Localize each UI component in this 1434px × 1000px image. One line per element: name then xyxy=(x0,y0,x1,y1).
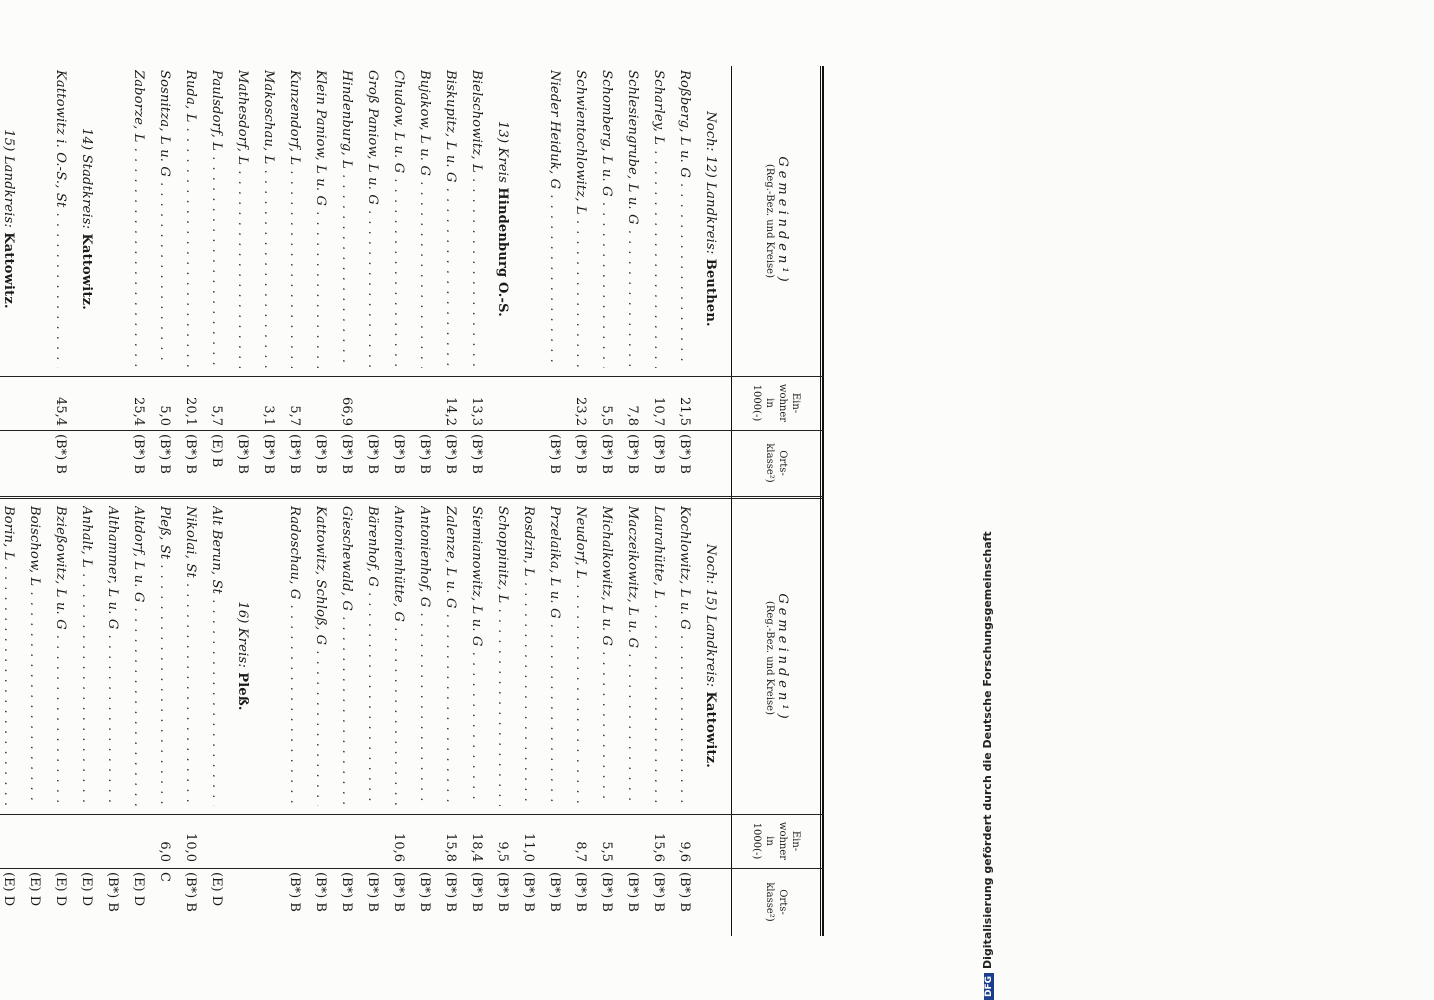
district-name: Beuthen. xyxy=(703,258,719,327)
population-value: 9,6 xyxy=(677,841,693,862)
location-class: (B*) B xyxy=(651,434,667,474)
spacer-row xyxy=(516,70,542,496)
table-row xyxy=(360,70,386,496)
district-heading xyxy=(698,70,724,496)
table-row xyxy=(256,70,282,496)
municipality-name: Bzießowitz, L u. G . . . xyxy=(54,506,69,806)
table-row xyxy=(308,70,334,496)
table-top-rule xyxy=(822,66,824,936)
population-value: 18,4 xyxy=(469,833,485,862)
table-row xyxy=(48,70,74,496)
district-name: Kattowitz. xyxy=(79,233,95,310)
location-class: (B*) B xyxy=(365,872,381,912)
district-title xyxy=(704,70,719,368)
header-rule xyxy=(731,66,732,936)
population-value: 14,2 xyxy=(443,397,459,426)
table-row xyxy=(178,506,204,936)
population-value: 15,8 xyxy=(443,833,459,862)
table-row xyxy=(412,70,438,496)
location-class: (B*) B xyxy=(235,434,251,474)
dfg-logo: DFG xyxy=(984,973,994,1000)
location-class: (B*) B xyxy=(287,872,303,912)
table-row xyxy=(334,506,360,936)
location-class: (E) D xyxy=(131,872,147,907)
location-class: (B*) B xyxy=(131,434,147,474)
municipality-name: Ruda, L . . . xyxy=(184,70,199,368)
municipality-name: Pleß, St . . . xyxy=(158,506,173,806)
center-divider xyxy=(0,496,824,499)
district-label: Noch: 15) Landkreis: xyxy=(703,544,719,692)
municipality-name: Siemianowitz, L u. G . . . xyxy=(470,506,485,806)
location-class: (E) D xyxy=(79,872,95,907)
population-value: 3,1 xyxy=(261,405,277,426)
district-label: 13) Kreis xyxy=(495,121,511,188)
location-class: (B*) B xyxy=(625,872,641,912)
table-row xyxy=(126,70,152,496)
municipality-name: Kunzendorf, L . . . xyxy=(288,70,303,368)
district-title xyxy=(2,70,17,368)
municipality-name: Schwientochlowitz, L . . . xyxy=(574,70,589,368)
table-row xyxy=(490,506,516,936)
header-gemeinden-right: Gemeinden¹) (Reg.-Bez. und Kreise) xyxy=(764,593,790,723)
municipality-name: Przelaika, L u. G . . . xyxy=(548,506,563,806)
municipality-name: Zaborze, L . . . xyxy=(132,70,147,368)
table-row xyxy=(516,506,542,936)
municipality-name: Groß Paniow, L u. G . . . xyxy=(366,70,381,368)
left-column-rows xyxy=(0,70,724,496)
municipality-name: Laurahütte, L . . . xyxy=(652,506,667,806)
location-class: (B*) B xyxy=(417,434,433,474)
location-class: (E) D xyxy=(53,872,69,907)
table-row xyxy=(152,506,178,936)
municipality-name: Maczeikowitz, L u. G . . . xyxy=(626,506,641,806)
location-class: (B*) B xyxy=(599,872,615,912)
location-class: (E) B xyxy=(209,434,225,468)
population-value: 5,5 xyxy=(599,841,615,862)
municipality-name: Michalkowitz, L u. G . . . xyxy=(600,506,615,806)
location-class: (B*) B xyxy=(495,872,511,912)
municipality-table xyxy=(0,66,824,936)
table-row xyxy=(48,506,74,936)
municipality-name: Neudorf, L . . . xyxy=(574,506,589,806)
location-class: (B*) B xyxy=(261,434,277,474)
header-einwohner-right: Ein- wohner in 1000(-) xyxy=(751,821,801,861)
location-class: (B*) B xyxy=(365,434,381,474)
location-class: (B*) B xyxy=(547,872,563,912)
municipality-name: Altdorf, L u. G . . . xyxy=(132,506,147,806)
location-class: (B*) B xyxy=(547,434,563,474)
table-row xyxy=(620,70,646,496)
municipality-name: Bärenhof, G . . . xyxy=(366,506,381,806)
district-name: Kattowitz. xyxy=(703,691,719,768)
district-label: 15) Landkreis: xyxy=(1,129,17,233)
location-class: (B*) B xyxy=(391,434,407,474)
municipality-name: Mathesdorf, L . . . xyxy=(236,70,251,368)
municipality-name: Makoschau, L . . . xyxy=(262,70,277,368)
digitization-credit xyxy=(981,531,994,1000)
table-row xyxy=(74,506,100,936)
population-value: 25,4 xyxy=(131,397,147,426)
table-row xyxy=(438,506,464,936)
table-row xyxy=(464,70,490,496)
municipality-name: Boischow, L . . . xyxy=(28,506,43,806)
table-row xyxy=(126,506,152,936)
location-class: (B*) B xyxy=(313,434,329,474)
location-class: C xyxy=(157,872,173,882)
location-class: (B*) B xyxy=(183,434,199,474)
municipality-name: Sosnitza, L u. G . . . xyxy=(158,70,173,368)
table-row xyxy=(282,70,308,496)
location-class: (B*) B xyxy=(573,434,589,474)
location-class: (B*) B xyxy=(417,872,433,912)
table-row xyxy=(568,506,594,936)
table-row xyxy=(412,506,438,936)
table-row xyxy=(386,70,412,496)
location-class: (E) D xyxy=(27,872,43,907)
table-row xyxy=(646,70,672,496)
district-label: Noch: 12) Landkreis: xyxy=(703,111,719,259)
population-value: 5,7 xyxy=(287,405,303,426)
population-value: 10,7 xyxy=(651,397,667,426)
table-row xyxy=(178,70,204,496)
municipality-name: Nieder Heiduk, G . . . xyxy=(548,70,563,368)
location-class: (B*) B xyxy=(339,434,355,474)
municipality-name: Zalenze, L u. G . . . xyxy=(444,506,459,806)
location-class: (E) D xyxy=(209,872,225,907)
population-value: 8,7 xyxy=(573,841,589,862)
table-row xyxy=(204,70,230,496)
municipality-name: Schlesiengrube, L u. G . . . xyxy=(626,70,641,368)
table-row xyxy=(230,70,256,496)
municipality-name: Borin, L . . . xyxy=(2,506,17,806)
header-ortsklasse-right: Orts- klasse²) xyxy=(764,882,788,922)
district-heading xyxy=(230,506,256,936)
district-heading xyxy=(0,70,22,496)
spacer-row xyxy=(256,506,282,936)
population-value: 23,2 xyxy=(573,397,589,426)
location-class: (B*) B xyxy=(287,434,303,474)
location-class: (B*) B xyxy=(469,872,485,912)
district-heading xyxy=(490,70,516,496)
header-einwohner-left: Ein- wohner in 1000(-) xyxy=(751,383,801,423)
right-column-rows xyxy=(0,506,724,936)
population-value: 7,8 xyxy=(625,405,641,426)
district-title xyxy=(496,70,511,368)
population-value: 13,3 xyxy=(469,397,485,426)
population-value: 66,9 xyxy=(339,397,355,426)
table-row xyxy=(204,506,230,936)
table-row xyxy=(100,506,126,936)
district-label: 14) Stadtkreis: xyxy=(79,128,95,234)
table-row xyxy=(620,506,646,936)
location-class: (B*) B xyxy=(313,872,329,912)
location-class: (B*) B xyxy=(53,434,69,474)
municipality-name: Kochlowitz, L u. G . . . xyxy=(678,506,693,806)
population-value: 5,5 xyxy=(599,405,615,426)
table-row xyxy=(464,506,490,936)
location-class: (B*) B xyxy=(443,434,459,474)
table-row xyxy=(282,506,308,936)
location-class: (B*) B xyxy=(599,434,615,474)
municipality-name: Kattowitz, Schloß, G . . . xyxy=(314,506,329,806)
location-class: (B*) B xyxy=(651,872,667,912)
municipality-name: Rosdzin, L . . . xyxy=(522,506,537,806)
location-class: (B*) B xyxy=(391,872,407,912)
population-value: 20,1 xyxy=(183,397,199,426)
municipality-name: Nikolai, St . . . xyxy=(184,506,199,806)
header-gemeinden-left: Gemeinden¹) (Reg.-Bez. und Kreise) xyxy=(764,156,790,286)
table-row xyxy=(152,70,178,496)
municipality-name: Schoppinitz, L . . . xyxy=(496,506,511,806)
population-value: 45,4 xyxy=(53,397,69,426)
population-value: 21,5 xyxy=(677,397,693,426)
table-row xyxy=(334,70,360,496)
location-class: (B*) B xyxy=(157,434,173,474)
table-row xyxy=(594,70,620,496)
municipality-name: Paulsdorf, L . . . xyxy=(210,70,225,368)
municipality-name: Klein Paniow, L u. G . . . xyxy=(314,70,329,368)
population-value: 5,7 xyxy=(209,405,225,426)
population-value: 10,0 xyxy=(183,833,199,862)
district-name: Hindenburg O.-S. xyxy=(495,187,511,317)
population-value: 5,0 xyxy=(157,405,173,426)
population-value: 15,6 xyxy=(651,833,667,862)
location-class: (B*) B xyxy=(521,872,537,912)
district-title xyxy=(704,506,719,806)
table-row xyxy=(542,70,568,496)
municipality-name: Roßberg, L u. G . . . xyxy=(678,70,693,368)
table-row xyxy=(438,70,464,496)
location-class: (B*) B xyxy=(183,872,199,912)
table-row xyxy=(672,70,698,496)
municipality-name: Althammer, L u. G . . . xyxy=(106,506,121,806)
municipality-name: Kattowitz i. O.-S., St . . . xyxy=(54,70,69,368)
table-top-rule-thin xyxy=(820,66,821,936)
location-class: (B*) B xyxy=(677,872,693,912)
location-class: (B*) B xyxy=(443,872,459,912)
table-row xyxy=(360,506,386,936)
header-ortsklasse-left: Orts- klasse²) xyxy=(764,443,788,483)
municipality-name: Antonienhütte, G . . . xyxy=(392,506,407,806)
table-row xyxy=(22,506,48,936)
location-class: (B*) B xyxy=(573,872,589,912)
district-name: Pleß. xyxy=(235,672,251,711)
district-label: 16) Kreis: xyxy=(235,601,251,673)
location-class: (B*) B xyxy=(625,434,641,474)
district-title xyxy=(236,506,251,806)
municipality-name: Gieschewald, G . . . xyxy=(340,506,355,806)
district-heading xyxy=(698,506,724,936)
district-heading xyxy=(74,70,100,496)
population-value: 6,0 xyxy=(157,841,173,862)
table-row xyxy=(386,506,412,936)
table-row xyxy=(594,506,620,936)
municipality-name: Scharley, L . . . xyxy=(652,70,667,368)
municipality-name: Alt Berun, St . . . xyxy=(210,506,225,806)
location-class: (B*) B xyxy=(469,434,485,474)
municipality-name: Radoschau, G . . . xyxy=(288,506,303,806)
municipality-name: Antonienhof, G . . . xyxy=(418,506,433,806)
municipality-name: Hindenburg, L . . . xyxy=(340,70,355,368)
municipality-name: Schomberg, L u. G . . . xyxy=(600,70,615,368)
district-name: Kattowitz. xyxy=(1,232,17,309)
location-class: (B*) B xyxy=(339,872,355,912)
municipality-name: Bielschowitz, L . . . xyxy=(470,70,485,368)
spacer-row xyxy=(100,70,126,496)
population-value: 10,6 xyxy=(391,833,407,862)
municipality-name: Anhalt, L . . . xyxy=(80,506,95,806)
district-title xyxy=(80,70,95,368)
table-row xyxy=(672,506,698,936)
table-row xyxy=(0,506,22,936)
credit-text: Digitalisierung gefördert durch die Deutsche Forschungsgemeinschaft xyxy=(981,531,994,969)
table-row xyxy=(308,506,334,936)
population-value: 11,0 xyxy=(521,833,537,862)
location-class: (E) D xyxy=(1,872,17,907)
population-value: 9,5 xyxy=(495,841,511,862)
table-row xyxy=(542,506,568,936)
municipality-name: Chudow, L u. G . . . xyxy=(392,70,407,368)
location-class: (B*) B xyxy=(677,434,693,474)
table-row xyxy=(646,506,672,936)
municipality-name: Biskupitz, L u. G . . . xyxy=(444,70,459,368)
table-row xyxy=(568,70,594,496)
municipality-name: Bujakow, L u. G . . . xyxy=(418,70,433,368)
spacer-row xyxy=(22,70,48,496)
location-class: (B*) B xyxy=(105,872,121,912)
